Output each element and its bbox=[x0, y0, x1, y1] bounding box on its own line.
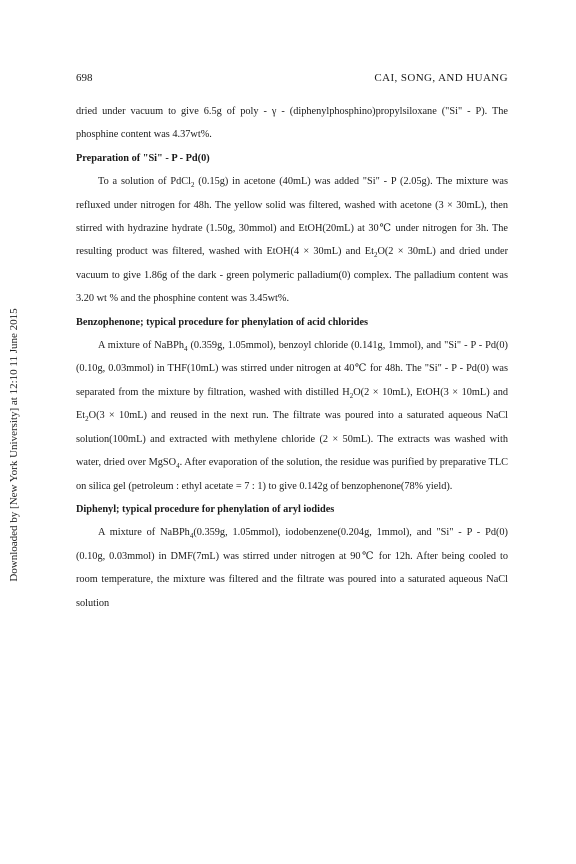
page-number: 698 bbox=[76, 72, 93, 84]
running-head: CAI, SONG, AND HUANG bbox=[374, 72, 508, 84]
paragraph: To a solution of PdCl$_2$ (0.15g) in acetone (40mL) was added "Si" - P (2.05g). The mixture was refluxed under nitrogen for 48h. The yellow solid was filtered, washed with acetone (3 × 30mL), then stirred with hydrazine hydrate (1.50g, 30mmol) and EtOH(20mL) at 30℃ under nitrogen for 3h. The resulting product was filtered, washed with EtOH(4 × 30mL) and $Et_2O(2 \times 30mL)$ and dried under vacuum to give 1.86g of the dark - green polymeric palladium(0) complex. The palladium content was 3.20 wt % and the phosphine content was 3.45wt%. bbox=[76, 176, 508, 305]
page-header bbox=[76, 72, 508, 88]
article-body bbox=[76, 100, 508, 615]
download-notice: Downloaded by [New York University] at 12:10 11 June 2015 bbox=[8, 308, 20, 582]
paragraph: A mixture of NaBPh$_4$ (0.359g, 1.05mmol), benzoyl chloride (0.141g, 1mmol), and "Si" - P - Pd(0)(0.10g, 0.03mmol) in THF(10mL) was stirred under nitrogen at 40℃ for 48h. The "Si" - P - Pd(0) was separated from the mixture by filtration, washed with distilled $H_2O(2 \times 10mL)$, EtOH(3 × 10mL) and $Et_2O(3 \times 10mL)$ and reused in the next run. The filtrate was poured into a saturated aqueous NaCl solution(100mL) and extracted with methylene chloride (2 × 50mL). The extracts was washed with water, dried over MgSO$_4$. After evaporation of the solution, the residue was purified by preparative TLC on silica gel (petroleum : ethyl acetate = 7 : 1) to give 0.142g of benzophenone(78% yield). bbox=[76, 340, 509, 492]
section-heading: Preparation of "Si" - P - Pd(0) bbox=[76, 152, 210, 164]
paragraph: dried under vacuum to give 6.5g of poly - γ - (diphenylphosphino)propylsiloxane ("Si" - P). The phosphine content was 4.37wt%. bbox=[76, 106, 508, 141]
paragraph: A mixture of NaBPh$_4$(0.359g, 1.05mmol), iodobenzene(0.204g, 1mmol), and "Si" - P - Pd(0)(0.10g, 0.03mmol) in DMF(7mL) was stirred under nitrogen at 90℃ for 12h. After being cooled to room temperature, the mixture was filtered and the filtrate was poured into a saturated aqueous NaCl solution bbox=[76, 527, 508, 609]
download-sidebar bbox=[0, 0, 34, 864]
section-heading: Benzophenone; typical procedure for phenylation of acid chlorides bbox=[76, 316, 369, 328]
section-heading: Diphenyl; typical procedure for phenylation of aryl iodides bbox=[76, 503, 335, 515]
